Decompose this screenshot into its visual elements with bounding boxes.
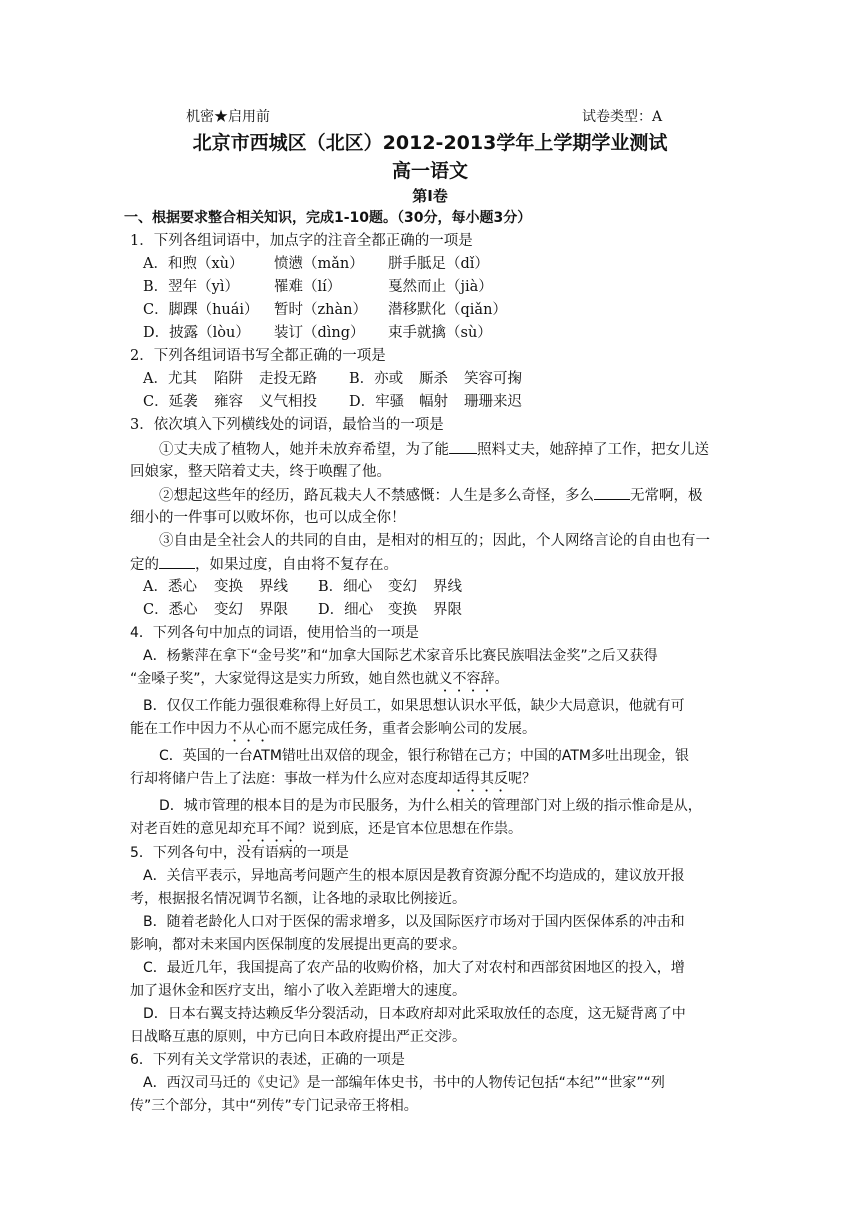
sentence-text: ②想起这些年的经历，路瓦栽夫人不禁感慨：人生是多么奇怪，多么 bbox=[159, 488, 594, 504]
dotted-phrase: 义不容辞 bbox=[438, 671, 495, 687]
question-2-stem: 2．下列各组词语书写全都正确的一项是 bbox=[130, 348, 386, 364]
section-heading: 一、根据要求整合相关知识，完成1-10题。（30分，每小题3分） bbox=[124, 210, 532, 226]
sentence-text: 呢？ bbox=[508, 771, 536, 787]
subject-title: 高一语文 bbox=[391, 160, 468, 182]
question-5-option-c-line2: 加了退休金和医疗支出，缩小了收入差距增大的速度。 bbox=[130, 983, 466, 999]
option-cell: 界限 bbox=[433, 602, 462, 618]
sentence-continuation: 细小的一件事可以败坏你，也可以成全你！ bbox=[130, 510, 406, 526]
option-cell: 界线 bbox=[259, 579, 288, 595]
sentence-text: 对老百姓的意见却 bbox=[130, 821, 242, 837]
option-cell: C．延袭 bbox=[143, 394, 198, 410]
question-4-stem: 4．下列各句中加点的词语，使用恰当的一项是 bbox=[130, 625, 419, 641]
sentence-text: “金嗓子奖”，大家觉得这是实力所致，她自然也就 bbox=[130, 671, 439, 687]
option-cell: D．披露（lòu） bbox=[143, 325, 250, 341]
option-cell: D．牢骚 bbox=[349, 394, 405, 410]
option-cell: B．细心 bbox=[318, 579, 373, 595]
question-3-stem: 3．依次填入下列横线处的词语，最恰当的一项是 bbox=[130, 417, 444, 433]
volume-title: 第Ⅰ卷 bbox=[412, 187, 448, 205]
question-5-option-a-line1: A．关信平表示，异地高考问题产生的根本原因是教育资源分配不均造成的，建议放开报 bbox=[143, 868, 685, 884]
option-cell: 暂时（zhàn） bbox=[274, 302, 367, 318]
option-cell: 罹难（lí） bbox=[274, 279, 342, 295]
option-cell: 走投无路 bbox=[259, 371, 317, 387]
question-4-option-d-line1: D．城市管理的根本目的是为市民服务，为什么相关的管理部门对上级的指示惟命是从， bbox=[159, 798, 702, 814]
question-4-option-a-line1: A．杨紫萍在拿下“金号奖”和“加拿大国际艺术家音乐比赛民族唱法金奖”之后又获得 bbox=[143, 648, 658, 664]
option-cell: 愤懑（mǎn） bbox=[274, 256, 364, 272]
option-cell: 变换 bbox=[214, 579, 243, 595]
question-5-stem: 5．下列各句中，没有语病的一项是 bbox=[130, 845, 349, 861]
question-4-option-c-line1: C．英国的一台ATM错吐出双倍的现金，银行称错在己方；中国的ATM多吐出现金，银 bbox=[159, 748, 690, 764]
option-cell: A．尤其 bbox=[143, 371, 197, 387]
question-3-sentence-2 bbox=[159, 485, 860, 506]
question-4-option-d-line2 bbox=[130, 819, 860, 845]
sentence-text: ，如果过度，自由将不复存在。 bbox=[195, 557, 398, 573]
fill-blank bbox=[594, 485, 630, 500]
sentence-text: 能在工作中因力 bbox=[130, 721, 228, 737]
option-cell: 束手就擒（sù） bbox=[388, 325, 492, 341]
option-cell: 变幻 bbox=[388, 579, 417, 595]
sentence-text: 。 bbox=[494, 671, 509, 687]
option-cell: 装订（dìng） bbox=[274, 325, 365, 341]
exam-title: 北京市西城区（北区）2012-2013学年上学期学业测试 bbox=[192, 132, 668, 154]
option-cell: 雍容 bbox=[214, 394, 243, 410]
question-6-stem: 6．下列有关文学常识的表述，正确的一项是 bbox=[130, 1052, 405, 1068]
option-cell: B．翌年（yì） bbox=[143, 279, 239, 295]
question-3-sentence-3: ③自由是全社会人的共同的自由，是相对的相互的；因此，个人网络言论的自由也有一 bbox=[159, 533, 710, 549]
option-cell: D．细心 bbox=[318, 602, 374, 618]
option-cell: 珊珊来迟 bbox=[464, 394, 522, 410]
question-5-option-a-line2: 考，根据报名情况调节名额，让各地的录取比例接近。 bbox=[130, 891, 466, 907]
option-cell: 界线 bbox=[433, 579, 462, 595]
sentence-text: 定的 bbox=[130, 557, 159, 573]
option-cell: B．亦或 bbox=[349, 371, 404, 387]
sentence-continuation: 回娘家，整天陪着丈夫，终于唤醒了他。 bbox=[130, 464, 391, 480]
option-cell: A．和煦（xù） bbox=[143, 256, 244, 272]
question-3-sentence-1 bbox=[159, 439, 860, 460]
question-4-option-c-line2 bbox=[130, 769, 860, 795]
dotted-phrase: 适得其反 bbox=[452, 771, 508, 787]
option-cell: A．悉心 bbox=[143, 579, 197, 595]
paper-type-label: 试卷类型：A bbox=[582, 109, 663, 125]
question-4-option-b-line1: B．仅仅工作能力强很难称得上好员工，如果思想认识水平低，缺少大局意识，他就有可 bbox=[143, 698, 685, 714]
sentence-text: 照料丈夫，她辞掉了工作，把女儿送 bbox=[477, 442, 709, 458]
dotted-phrase: 不从心 bbox=[228, 721, 270, 737]
sentence-text: ？说到底，还是官本位思想在作祟。 bbox=[298, 821, 522, 837]
option-cell: 义气相投 bbox=[259, 394, 317, 410]
sentence-continuation bbox=[130, 554, 860, 575]
dotted-phrase: 充耳不闻 bbox=[242, 821, 298, 837]
question-6-option-a-line1: A．西汉司马迁的《史记》是一部编年体史书，书中的人物传记包括“本纪”“世家”“列 bbox=[143, 1075, 665, 1091]
option-cell: 潜移默化（qiǎn） bbox=[388, 302, 507, 318]
option-cell: 变幻 bbox=[214, 602, 243, 618]
fill-blank bbox=[159, 554, 195, 569]
option-cell: 厮杀 bbox=[419, 371, 448, 387]
question-4-option-b-line2 bbox=[130, 719, 860, 745]
sentence-text: 行却将储户告上了法庭：事故一样为什么应对态度却 bbox=[130, 771, 452, 787]
option-cell: C．脚踝（huái） bbox=[143, 302, 259, 318]
option-cell: 胼手胝足（dǐ） bbox=[388, 256, 489, 272]
question-5-option-d-line1: D．日本右翼支持达赖反华分裂活动，日本政府却对此采取放任的态度，这无疑背离了中 bbox=[143, 1006, 686, 1022]
question-6-option-a-line2: 传”三个部分，其中“列传”专门记录帝王将相。 bbox=[130, 1098, 418, 1114]
question-5-option-b-line2: 影响，都对未来国内医保制度的发展提出更高的要求。 bbox=[130, 937, 466, 953]
fill-blank bbox=[449, 439, 477, 454]
question-5-option-d-line2: 日战略互惠的原则，中方已向日本政府提出严正交涉。 bbox=[130, 1029, 466, 1045]
question-1-stem: 1．下列各组词语中，加点字的注音全都正确的一项是 bbox=[130, 233, 473, 249]
sentence-text: ①丈夫成了植物人，她并未放弃希望，为了能 bbox=[159, 442, 449, 458]
question-5-option-c-line1: C．最近几年，我国提高了农产品的收购价格，加大了对农村和西部贫困地区的投入，增 bbox=[143, 960, 685, 976]
confidential-label: 机密★启用前 bbox=[186, 109, 270, 125]
option-cell: 戛然而止（jià） bbox=[388, 279, 493, 295]
sentence-text: 而不愿完成任务，重者会影响公司的发展。 bbox=[270, 721, 536, 737]
option-cell: 界限 bbox=[259, 602, 288, 618]
question-5-option-b-line1: B．随着老龄化人口对于医保的需求增多，以及国际医疗市场对于国内医保体系的冲击和 bbox=[143, 914, 685, 930]
option-cell: 变换 bbox=[388, 602, 417, 618]
option-cell: 幅射 bbox=[419, 394, 448, 410]
sentence-text: 无常啊，极 bbox=[630, 488, 703, 504]
question-4-option-a-line2 bbox=[130, 669, 860, 695]
option-cell: 陷阱 bbox=[214, 371, 243, 387]
option-cell: C．悉心 bbox=[143, 602, 198, 618]
option-cell: 笑容可掬 bbox=[464, 371, 522, 387]
